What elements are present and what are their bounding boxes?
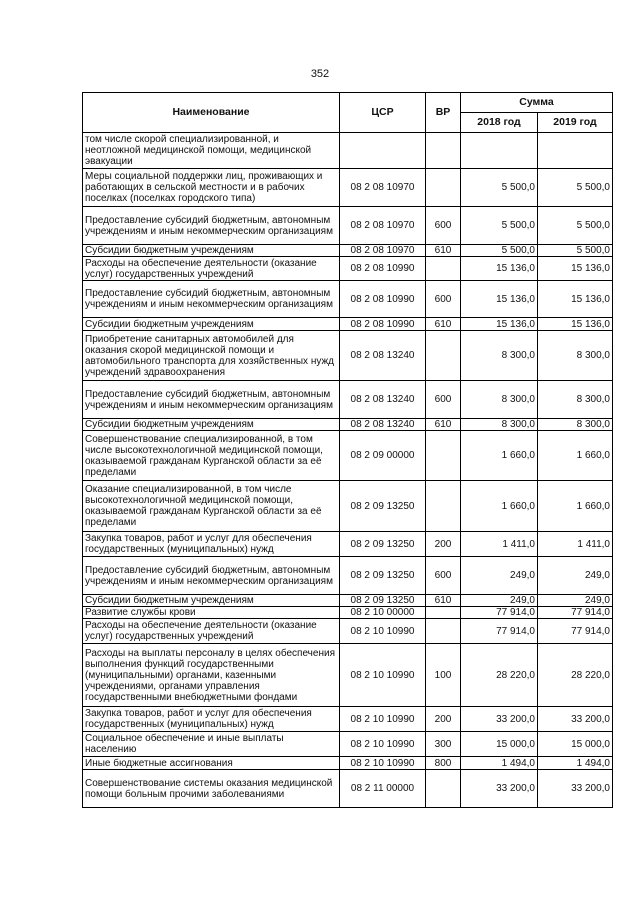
row-name: Расходы на обеспечение деятельности (оказание услуг) государственных учреждений bbox=[83, 257, 340, 281]
row-sum-2019: 8 300,0 bbox=[538, 419, 613, 431]
row-name: Приобретение санитарных автомобилей для оказания скорой медицинской помощи и автомобильного транспорта для хозяйственных нужд учреждений здравоохранения bbox=[83, 331, 340, 381]
header-name: Наименование bbox=[83, 93, 340, 133]
row-sum-2018: 249,0 bbox=[461, 557, 538, 595]
row-sum-2019: 5 500,0 bbox=[538, 169, 613, 207]
row-sum-2019: 15 136,0 bbox=[538, 257, 613, 281]
row-csr: 08 2 10 10990 bbox=[340, 732, 426, 757]
row-sum-2019: 1 660,0 bbox=[538, 431, 613, 481]
table-row bbox=[83, 331, 613, 381]
row-sum-2018: 15 136,0 bbox=[461, 281, 538, 318]
row-name: Расходы на обеспечение деятельности (оказание услуг) государственных учреждений bbox=[83, 619, 340, 644]
row-name: Иные бюджетные ассигнования bbox=[83, 757, 340, 770]
row-vr: 600 bbox=[426, 281, 461, 318]
row-vr bbox=[426, 431, 461, 481]
row-sum-2018: 28 220,0 bbox=[461, 644, 538, 707]
row-sum-2018: 33 200,0 bbox=[461, 770, 538, 808]
budget-table bbox=[82, 92, 613, 808]
row-sum-2019: 77 914,0 bbox=[538, 619, 613, 644]
table-row bbox=[83, 245, 613, 257]
table-row bbox=[83, 619, 613, 644]
row-name: Предоставление субсидий бюджетным, автономным учреждениям и иным некоммерческим организациям bbox=[83, 381, 340, 419]
row-vr bbox=[426, 481, 461, 532]
row-sum-2018: 5 500,0 bbox=[461, 207, 538, 245]
row-csr: 08 2 10 10990 bbox=[340, 757, 426, 770]
row-vr: 600 bbox=[426, 557, 461, 595]
row-vr bbox=[426, 331, 461, 381]
table-body bbox=[83, 133, 613, 808]
row-vr: 610 bbox=[426, 595, 461, 607]
row-sum-2019: 33 200,0 bbox=[538, 707, 613, 732]
row-name: Предоставление субсидий бюджетным, автономным учреждениям и иным некоммерческим организациям bbox=[83, 281, 340, 318]
row-csr: 08 2 10 10990 bbox=[340, 707, 426, 732]
row-vr bbox=[426, 619, 461, 644]
row-sum-2019: 8 300,0 bbox=[538, 381, 613, 419]
row-sum-2019: 1 494,0 bbox=[538, 757, 613, 770]
row-vr: 200 bbox=[426, 532, 461, 557]
row-sum-2019: 28 220,0 bbox=[538, 644, 613, 707]
row-vr: 610 bbox=[426, 245, 461, 257]
row-sum-2019: 15 136,0 bbox=[538, 281, 613, 318]
row-csr: 08 2 10 10990 bbox=[340, 644, 426, 707]
row-name: Меры социальной поддержки лиц, проживающих и работающих в сельской местности и в рабочих поселках (поселках городского типа) bbox=[83, 169, 340, 207]
table-row bbox=[83, 481, 613, 532]
row-csr: 08 2 11 00000 bbox=[340, 770, 426, 808]
row-name: Оказание специализированной, в том числе высокотехнологичной медицинской помощи, оказываемой гражданам Курганской области за её пределами bbox=[83, 481, 340, 532]
row-csr: 08 2 08 13240 bbox=[340, 381, 426, 419]
row-name: Социальное обеспечение и иные выплаты населению bbox=[83, 732, 340, 757]
row-csr: 08 2 08 10970 bbox=[340, 207, 426, 245]
row-sum-2019: 8 300,0 bbox=[538, 331, 613, 381]
row-sum-2019: 77 914,0 bbox=[538, 607, 613, 619]
row-csr: 08 2 09 13250 bbox=[340, 481, 426, 532]
row-name: Совершенствование специализированной, в том числе высокотехнологичной медицинской помощи, оказываемой гражданам Курганской области за её пределами bbox=[83, 431, 340, 481]
table-row bbox=[83, 732, 613, 757]
row-vr: 600 bbox=[426, 207, 461, 245]
row-vr: 610 bbox=[426, 318, 461, 331]
header-sum: Сумма bbox=[461, 93, 613, 113]
table-row bbox=[83, 318, 613, 331]
row-vr: 800 bbox=[426, 757, 461, 770]
row-sum-2018: 33 200,0 bbox=[461, 707, 538, 732]
row-name: Субсидии бюджетным учреждениям bbox=[83, 318, 340, 331]
row-vr: 610 bbox=[426, 419, 461, 431]
row-csr: 08 2 08 10990 bbox=[340, 257, 426, 281]
header-year-2019: 2019 год bbox=[538, 113, 613, 133]
header-vr: ВР bbox=[426, 93, 461, 133]
row-sum-2018: 15 136,0 bbox=[461, 257, 538, 281]
row-vr bbox=[426, 607, 461, 619]
table-row bbox=[83, 381, 613, 419]
row-sum-2018: 1 494,0 bbox=[461, 757, 538, 770]
table-row bbox=[83, 595, 613, 607]
row-csr: 08 2 09 13250 bbox=[340, 595, 426, 607]
row-sum-2019: 5 500,0 bbox=[538, 207, 613, 245]
row-sum-2018: 249,0 bbox=[461, 595, 538, 607]
row-csr: 08 2 10 10990 bbox=[340, 619, 426, 644]
row-name: Субсидии бюджетным учреждениям bbox=[83, 595, 340, 607]
header-csr: ЦСР bbox=[340, 93, 426, 133]
row-name: Закупка товаров, работ и услуг для обеспечения государственных (муниципальных) нужд bbox=[83, 532, 340, 557]
row-sum-2018 bbox=[461, 133, 538, 169]
row-vr bbox=[426, 770, 461, 808]
row-csr: 08 2 09 13250 bbox=[340, 557, 426, 595]
table-row bbox=[83, 707, 613, 732]
row-sum-2018: 77 914,0 bbox=[461, 607, 538, 619]
table-row bbox=[83, 607, 613, 619]
table-row bbox=[83, 207, 613, 245]
row-sum-2018: 77 914,0 bbox=[461, 619, 538, 644]
table-row bbox=[83, 281, 613, 318]
table-row bbox=[83, 419, 613, 431]
row-name: Закупка товаров, работ и услуг для обеспечения государственных (муниципальных) нужд bbox=[83, 707, 340, 732]
row-csr: 08 2 08 10970 bbox=[340, 169, 426, 207]
row-sum-2019: 249,0 bbox=[538, 595, 613, 607]
table-row bbox=[83, 757, 613, 770]
row-vr bbox=[426, 133, 461, 169]
page-number: 352 bbox=[310, 68, 330, 80]
row-vr: 100 bbox=[426, 644, 461, 707]
row-sum-2018: 5 500,0 bbox=[461, 245, 538, 257]
row-csr: 08 2 08 10970 bbox=[340, 245, 426, 257]
row-vr: 600 bbox=[426, 381, 461, 419]
row-csr: 08 2 09 00000 bbox=[340, 431, 426, 481]
row-name: Совершенствование системы оказания медицинской помощи больным прочими заболеваниями bbox=[83, 770, 340, 808]
table-row bbox=[83, 257, 613, 281]
row-sum-2019: 33 200,0 bbox=[538, 770, 613, 808]
row-sum-2018: 1 660,0 bbox=[461, 481, 538, 532]
row-sum-2018: 5 500,0 bbox=[461, 169, 538, 207]
row-csr: 08 2 08 13240 bbox=[340, 419, 426, 431]
row-name: том числе скорой специализированной, и неотложной медицинской помощи, медицинской эвакуации bbox=[83, 133, 340, 169]
row-sum-2019: 15 000,0 bbox=[538, 732, 613, 757]
row-sum-2019: 15 136,0 bbox=[538, 318, 613, 331]
table-row bbox=[83, 431, 613, 481]
row-sum-2019: 249,0 bbox=[538, 557, 613, 595]
row-sum-2018: 8 300,0 bbox=[461, 419, 538, 431]
row-sum-2018: 1 411,0 bbox=[461, 532, 538, 557]
row-sum-2019: 5 500,0 bbox=[538, 245, 613, 257]
row-csr: 08 2 08 10990 bbox=[340, 281, 426, 318]
row-csr: 08 2 08 13240 bbox=[340, 331, 426, 381]
row-csr bbox=[340, 133, 426, 169]
row-name: Расходы на выплаты персоналу в целях обеспечения выполнения функций государственными (муниципальными) органами, казенными учреждениями, органами управления государственными внебюджетными фондами bbox=[83, 644, 340, 707]
row-name: Субсидии бюджетным учреждениям bbox=[83, 245, 340, 257]
table-row bbox=[83, 644, 613, 707]
row-csr: 08 2 10 00000 bbox=[340, 607, 426, 619]
row-vr: 200 bbox=[426, 707, 461, 732]
row-sum-2019 bbox=[538, 133, 613, 169]
table-row bbox=[83, 532, 613, 557]
row-sum-2018: 15 136,0 bbox=[461, 318, 538, 331]
row-sum-2018: 1 660,0 bbox=[461, 431, 538, 481]
row-sum-2019: 1 411,0 bbox=[538, 532, 613, 557]
table-row bbox=[83, 557, 613, 595]
row-vr bbox=[426, 169, 461, 207]
row-sum-2018: 8 300,0 bbox=[461, 331, 538, 381]
row-sum-2019: 1 660,0 bbox=[538, 481, 613, 532]
row-name: Развитие службы крови bbox=[83, 607, 340, 619]
table-row bbox=[83, 770, 613, 808]
row-vr: 300 bbox=[426, 732, 461, 757]
row-sum-2018: 8 300,0 bbox=[461, 381, 538, 419]
row-csr: 08 2 08 10990 bbox=[340, 318, 426, 331]
row-csr: 08 2 09 13250 bbox=[340, 532, 426, 557]
row-sum-2018: 15 000,0 bbox=[461, 732, 538, 757]
row-vr bbox=[426, 257, 461, 281]
row-name: Субсидии бюджетным учреждениям bbox=[83, 419, 340, 431]
header-year-2018: 2018 год bbox=[461, 113, 538, 133]
header-row bbox=[83, 93, 613, 113]
row-name: Предоставление субсидий бюджетным, автономным учреждениям и иным некоммерческим организациям bbox=[83, 557, 340, 595]
row-name: Предоставление субсидий бюджетным, автономным учреждениям и иным некоммерческим организациям bbox=[83, 207, 340, 245]
table-row bbox=[83, 133, 613, 169]
table-row bbox=[83, 169, 613, 207]
